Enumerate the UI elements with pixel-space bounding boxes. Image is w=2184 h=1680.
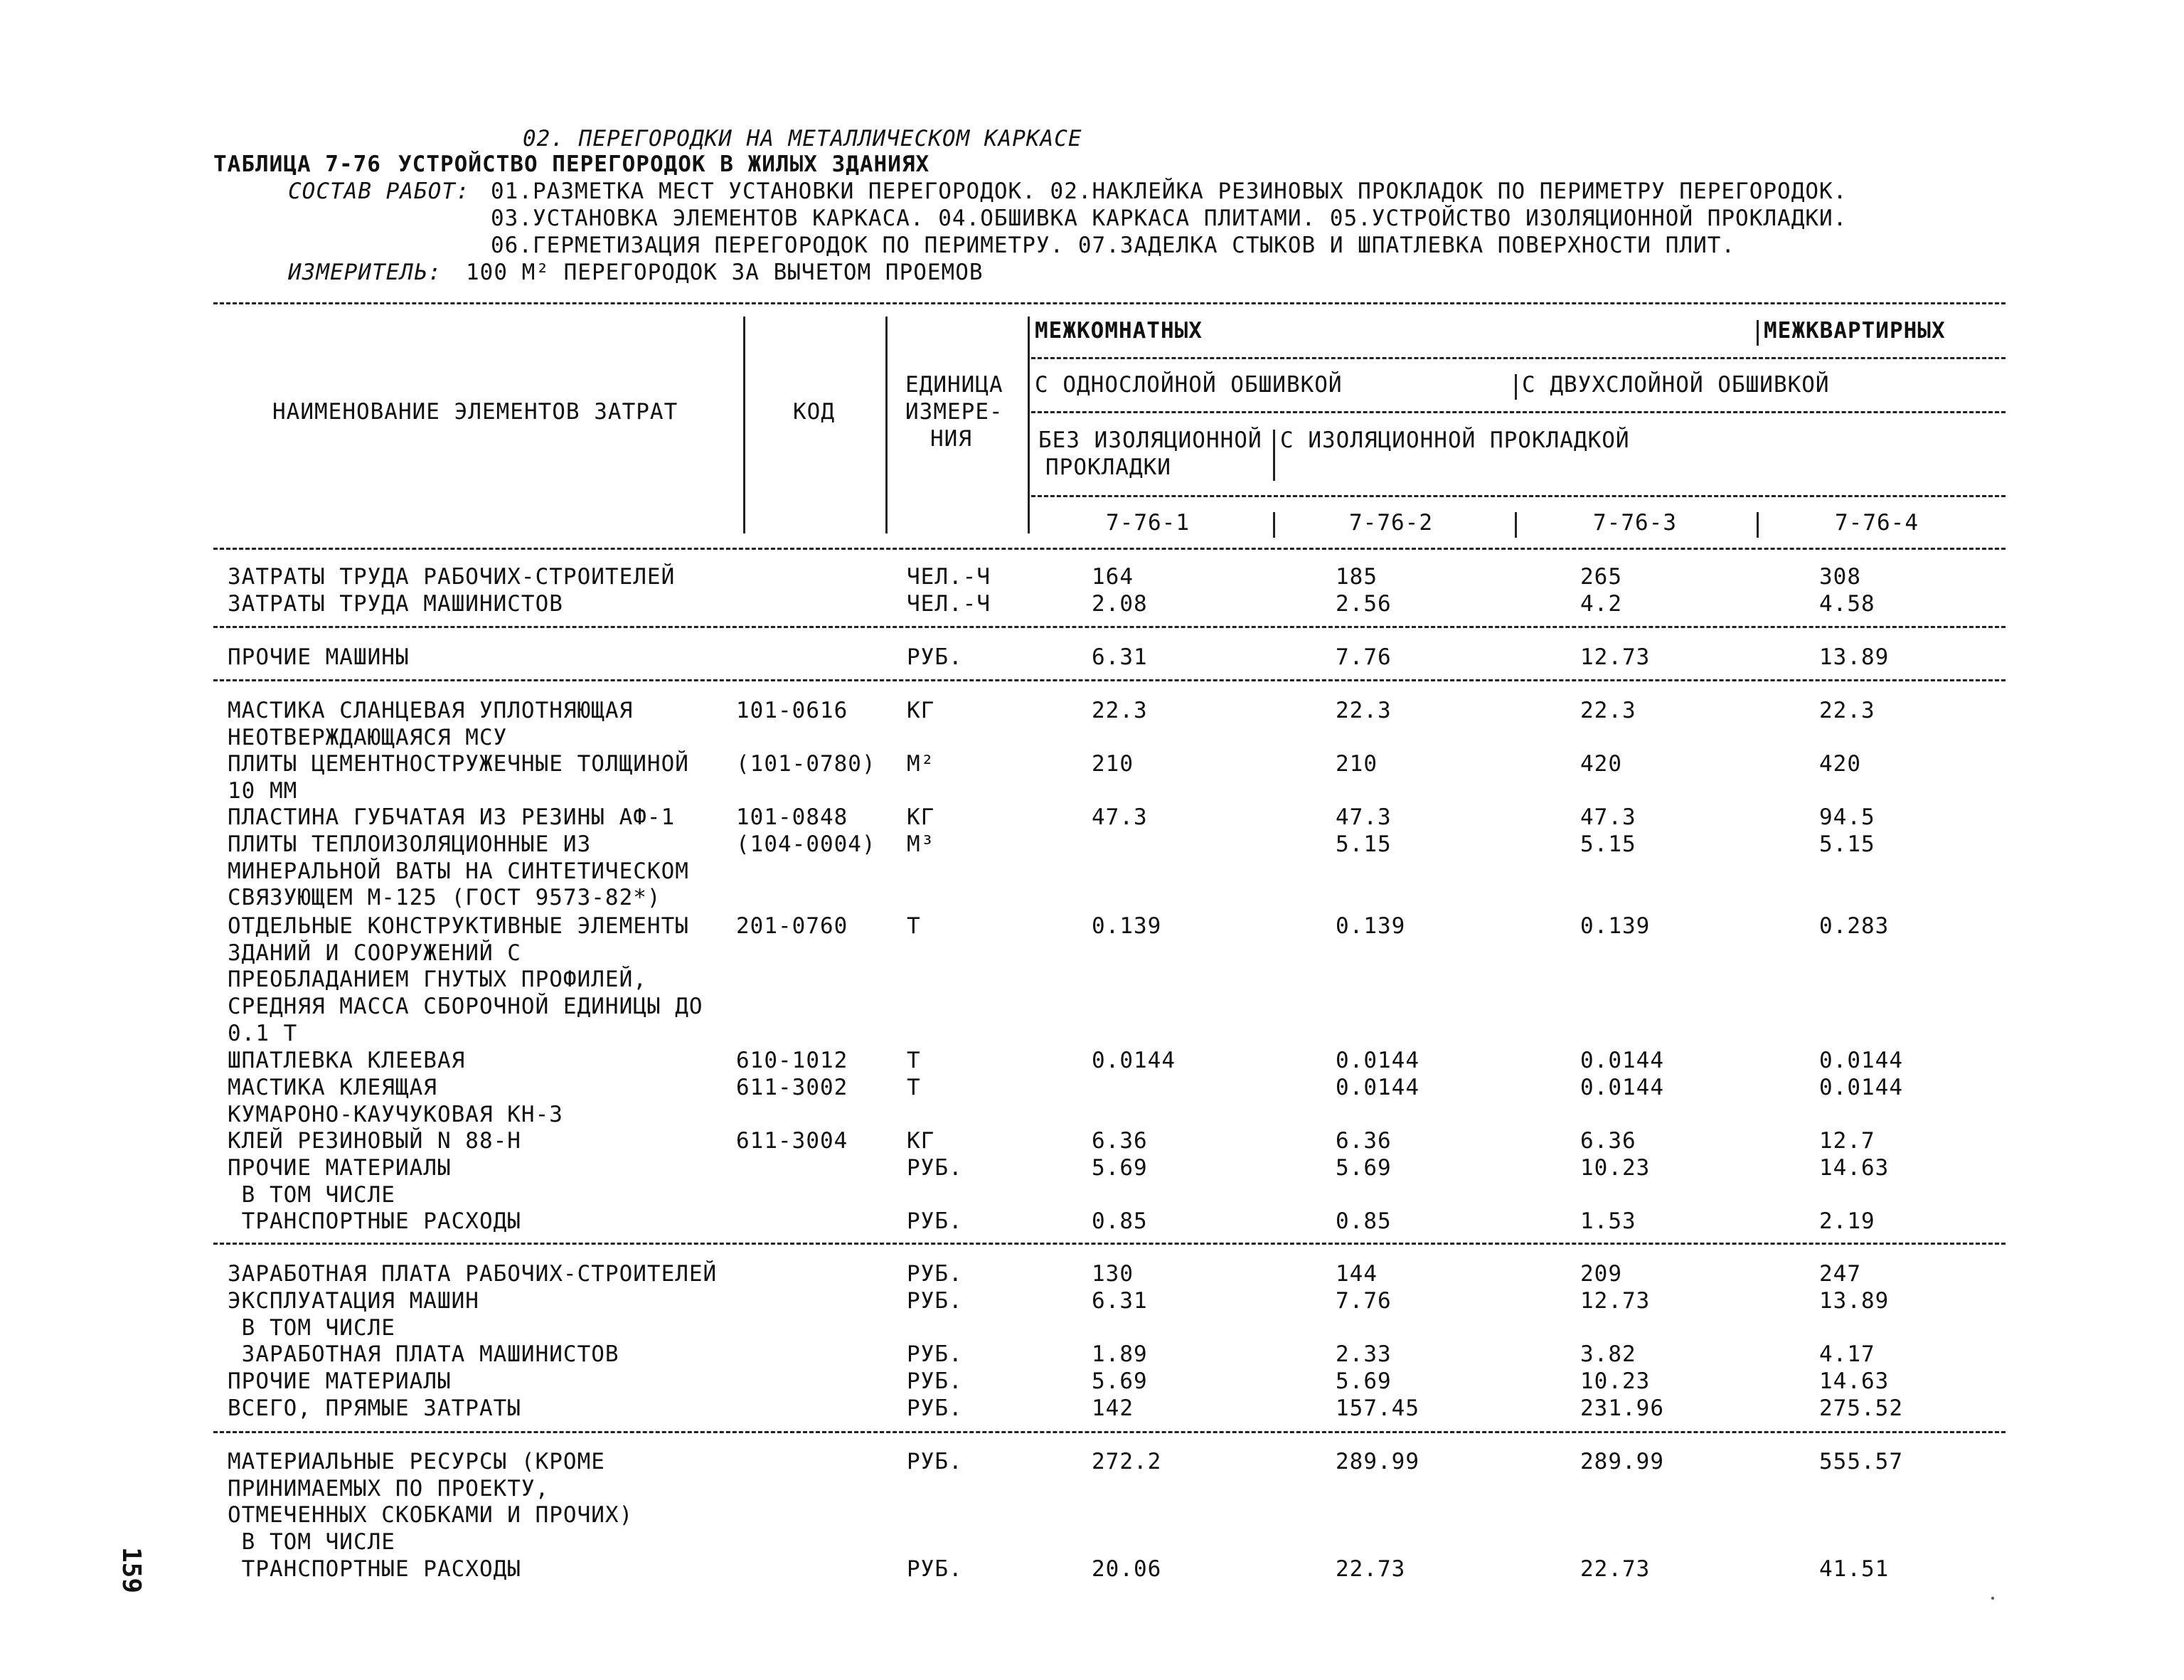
row-value-3: 420: [1580, 751, 1622, 777]
row-value-3: 12.73: [1580, 644, 1651, 670]
row-name: ПРЕОБЛАДАНИЕМ ГНУТЫХ ПРОФИЛЕЙ,: [228, 967, 647, 993]
row-value-1: 0.139: [1092, 913, 1162, 939]
row-unit: Т: [907, 913, 921, 939]
row-value-1: 210: [1092, 751, 1134, 777]
row-name: ШПАТЛЕВКА КЛЕЕВАЯ: [228, 1048, 466, 1073]
row-value-3: 0.0144: [1580, 1075, 1664, 1100]
row-value-2: 185: [1336, 564, 1378, 590]
row-value-4: 275.52: [1819, 1395, 1903, 1421]
header-rule-2: [1031, 411, 2005, 413]
section-divider: [213, 1243, 2005, 1245]
row-name: ЗАРАБОТНАЯ ПЛАТА РАБОЧИХ-СТРОИТЕЛЕЙ: [228, 1261, 718, 1287]
header-sub-1a-line-1: БЕЗ ИЗОЛЯЦИОННОЙ: [1038, 427, 1262, 453]
row-unit: РУБ.: [907, 1556, 963, 1582]
row-name: ПРОЧИЕ МАТЕРИАЛЫ: [228, 1368, 452, 1394]
row-code: 201-0760: [736, 913, 848, 939]
row-value-2: 22.3: [1336, 698, 1392, 723]
header-group-2: МЕЖКВАРТИРНЫХ: [1764, 318, 1946, 344]
row-unit: РУБ.: [907, 1341, 963, 1367]
header-code-1: 7-76-1: [1106, 510, 1190, 536]
row-unit: РУБ.: [907, 1449, 963, 1474]
row-name: МАТЕРИАЛЬНЫЕ РЕСУРСЫ (КРОМЕ: [228, 1449, 605, 1474]
row-value-1: 6.31: [1092, 644, 1148, 670]
row-name: В ТОМ ЧИСЛЕ: [228, 1314, 395, 1341]
row-value-2: 7.76: [1336, 1288, 1392, 1314]
row-value-2: 289.99: [1336, 1449, 1419, 1474]
row-value-1: 5.69: [1092, 1368, 1148, 1394]
row-value-4: 420: [1819, 751, 1861, 777]
header-unit-line-1: ЕДИНИЦА: [905, 372, 1003, 398]
row-value-1: 164: [1092, 564, 1134, 590]
header-vline-8: [1515, 512, 1517, 538]
row-name: В ТОМ ЧИСЛЕ: [228, 1529, 395, 1556]
row-name: МАСТИКА КЛЕЯЩАЯ: [228, 1075, 437, 1100]
row-value-3: 289.99: [1580, 1449, 1664, 1474]
row-value-4: 0.0144: [1819, 1048, 1903, 1073]
row-name: НЕОТВЕРЖДАЮЩАЯСЯ МСУ: [228, 724, 508, 750]
row-unit: РУБ.: [907, 1208, 963, 1234]
row-value-3: 10.23: [1580, 1155, 1651, 1181]
row-value-2: 0.0144: [1336, 1075, 1419, 1100]
header-vline-3: [1028, 317, 1030, 533]
page-number: 159: [117, 1547, 146, 1594]
row-value-4: 22.3: [1819, 698, 1875, 723]
row-unit: КГ: [907, 1128, 935, 1154]
row-value-1: 20.06: [1092, 1556, 1162, 1582]
row-name: В ТОМ ЧИСЛЕ: [228, 1181, 395, 1208]
row-value-2: 5.69: [1336, 1368, 1392, 1394]
row-value-3: 47.3: [1580, 804, 1636, 830]
row-name: 0.1 Т: [228, 1020, 298, 1046]
row-value-4: 247: [1819, 1261, 1861, 1287]
row-value-4: 12.7: [1819, 1128, 1875, 1154]
row-value-4: 2.19: [1819, 1208, 1875, 1234]
row-value-1: 6.36: [1092, 1128, 1148, 1154]
row-name: ОТДЕЛЬНЫЕ КОНСТРУКТИВНЫЕ ЭЛЕМЕНТЫ: [228, 913, 689, 939]
row-code: 610-1012: [736, 1048, 848, 1073]
row-value-1: 142: [1092, 1395, 1134, 1421]
row-value-1: 272.2: [1092, 1449, 1162, 1474]
row-name: ПРОЧИЕ МАШИНЫ: [228, 644, 410, 670]
header-vline-9: [1757, 512, 1759, 538]
header-sub-1a-line-2: ПРОКЛАДКИ: [1045, 454, 1171, 480]
row-value-1: 47.3: [1092, 804, 1148, 830]
row-value-2: 22.73: [1336, 1556, 1406, 1582]
header-sub-1b: С ИЗОЛЯЦИОННОЙ ПРОКЛАДКОЙ: [1280, 427, 1630, 453]
row-unit: Т: [907, 1048, 921, 1073]
row-value-3: 3.82: [1580, 1341, 1636, 1367]
row-unit: Т: [907, 1075, 921, 1100]
work-line-3: 06.ГЕРМЕТИЗАЦИЯ ПЕРЕГОРОДОК ПО ПЕРИМЕТРУ. 07.ЗАДЕЛКА СТЫКОВ И ШПАТЛЕВКА ПОВЕРХНОСТИ ПЛИТ.: [491, 233, 1736, 258]
row-unit: РУБ.: [907, 1368, 963, 1394]
row-value-2: 0.0144: [1336, 1048, 1419, 1073]
row-name: ЗДАНИЙ И СООРУЖЕНИЙ С: [228, 940, 521, 966]
header-vline-5: [1515, 374, 1517, 400]
row-value-3: 265: [1580, 564, 1622, 590]
row-name: СРЕДНЯЯ МАССА СБОРОЧНОЙ ЕДИНИЦЫ ДО: [228, 994, 703, 1020]
header-rule-1: [1031, 357, 2005, 359]
row-value-3: 10.23: [1580, 1368, 1651, 1394]
section-divider: [213, 679, 2005, 681]
section-divider: [213, 1431, 2005, 1433]
header-vline-6: [1273, 430, 1275, 481]
row-value-4: 94.5: [1819, 804, 1875, 830]
section-divider: [213, 626, 2005, 628]
measure-value: 100 М² ПЕРЕГОРОДОК ЗА ВЫЧЕТОМ ПРОЕМОВ: [466, 260, 984, 285]
row-name: ОТМЕЧЕННЫХ СКОБКАМИ И ПРОЧИХ): [228, 1502, 634, 1529]
row-value-2: 0.85: [1336, 1208, 1392, 1234]
work-line-2: 03.УСТАНОВКА ЭЛЕМЕНТОВ КАРКАСА. 04.ОБШИВКА КАРКАСА ПЛИТАМИ. 05.УСТРОЙСТВО ИЗОЛЯЦИОННОЙ ПРОКЛАДКИ.: [491, 206, 1848, 231]
row-name: ПРОЧИЕ МАТЕРИАЛЫ: [228, 1155, 452, 1181]
row-value-1: 0.85: [1092, 1208, 1148, 1234]
header-code-3: 7-76-3: [1593, 510, 1677, 536]
row-value-1: 1.89: [1092, 1341, 1148, 1367]
row-value-4: 555.57: [1819, 1449, 1903, 1474]
row-code: 611-3002: [736, 1075, 848, 1100]
row-value-2: 210: [1336, 751, 1378, 777]
row-value-2: 5.15: [1336, 831, 1392, 857]
row-value-3: 6.36: [1580, 1128, 1636, 1154]
header-sub-2: С ДВУХСЛОЙНОЙ ОБШИВКОЙ: [1522, 372, 1830, 398]
row-unit: ЧЕЛ.-Ч: [907, 564, 991, 590]
row-value-2: 2.56: [1336, 591, 1392, 617]
row-unit: КГ: [907, 804, 935, 830]
row-value-2: 7.76: [1336, 644, 1392, 670]
row-value-1: 6.31: [1092, 1288, 1148, 1314]
row-value-1: 0.0144: [1092, 1048, 1176, 1073]
row-value-4: 5.15: [1819, 831, 1875, 857]
row-value-3: 12.73: [1580, 1288, 1651, 1314]
row-value-2: 144: [1336, 1261, 1378, 1287]
row-unit: М²: [907, 751, 935, 777]
row-unit: РУБ.: [907, 1155, 963, 1181]
header-vline-2: [885, 317, 888, 533]
row-name: МАСТИКА СЛАНЦЕВАЯ УПЛОТНЯЮЩАЯ: [228, 698, 634, 723]
row-value-3: 22.3: [1580, 698, 1636, 723]
row-name: ЗАРАБОТНАЯ ПЛАТА МАШИНИСТОВ: [228, 1341, 619, 1367]
row-value-3: 0.0144: [1580, 1048, 1664, 1073]
row-value-1: 5.69: [1092, 1155, 1148, 1181]
work-label: СОСТАВ РАБОТ:: [288, 179, 470, 204]
row-code: 611-3004: [736, 1128, 848, 1154]
row-unit: КГ: [907, 698, 935, 723]
scan-speck: [1991, 1597, 1994, 1600]
header-sub-1: С ОДНОСЛОЙНОЙ ОБШИВКОЙ: [1035, 372, 1343, 398]
row-unit: М³: [907, 831, 935, 857]
row-name: ВСЕГО, ПРЯМЫЕ ЗАТРАТЫ: [228, 1395, 521, 1421]
row-name: ПЛИТЫ ЦЕМЕНТНОСТРУЖЕЧНЫЕ ТОЛЩИНОЙ: [228, 751, 689, 777]
work-line-1: 01.РАЗМЕТКА МЕСТ УСТАНОВКИ ПЕРЕГОРОДОК. 02.НАКЛЕЙКА РЕЗИНОВЫХ ПРОКЛАДОК ПО ПЕРИМЕТРУ ПЕРЕГОРОДОК.: [491, 179, 1848, 204]
row-code: (101-0780): [736, 751, 876, 777]
row-name: ПЛАСТИНА ГУБЧАТАЯ ИЗ РЕЗИНЫ АФ-1: [228, 804, 676, 830]
row-value-2: 2.33: [1336, 1341, 1392, 1367]
row-name: МИНЕРАЛЬНОЙ ВАТЫ НА СИНТЕТИЧЕСКОМ: [228, 858, 689, 884]
row-unit: РУБ.: [907, 1288, 963, 1314]
row-name: КЛЕЙ РЕЗИНОВЫЙ N 88-Н: [228, 1128, 521, 1154]
header-unit-line-3: НИЯ: [930, 426, 972, 452]
table-title: УСТРОЙСТВО ПЕРЕГОРОДОК В ЖИЛЫХ ЗДАНИЯХ: [398, 151, 930, 177]
row-name: ЭКСПЛУАТАЦИЯ МАШИН: [228, 1288, 479, 1314]
row-code: 101-0616: [736, 698, 848, 723]
row-value-2: 6.36: [1336, 1128, 1392, 1154]
row-name: ТРАНСПОРТНЫЕ РАСХОДЫ: [228, 1208, 521, 1234]
table-label: ТАБЛИЦА 7-76: [213, 151, 381, 177]
row-value-3: 22.73: [1580, 1556, 1651, 1582]
row-value-4: 13.89: [1819, 644, 1890, 670]
measure-label: ИЗМЕРИТЕЛЬ:: [288, 260, 442, 285]
row-name: КУМАРОНО-КАУЧУКОВАЯ КН-3: [228, 1101, 563, 1127]
row-code: (104-0004): [736, 831, 876, 857]
header-top-rule: [213, 302, 2005, 304]
row-unit: РУБ.: [907, 1261, 963, 1287]
row-value-4: 41.51: [1819, 1556, 1890, 1582]
section-title: 02. ПЕРЕГОРОДКИ НА МЕТАЛЛИЧЕСКОМ КАРКАСЕ: [523, 126, 1082, 151]
row-name: ЗАТРАТЫ ТРУДА МАШИНИСТОВ: [228, 591, 563, 617]
row-value-3: 231.96: [1580, 1395, 1664, 1421]
row-value-1: 2.08: [1092, 591, 1148, 617]
row-value-4: 4.58: [1819, 591, 1875, 617]
row-value-3: 1.53: [1580, 1208, 1636, 1234]
row-value-2: 47.3: [1336, 804, 1392, 830]
row-value-2: 157.45: [1336, 1395, 1419, 1421]
row-value-1: 130: [1092, 1261, 1134, 1287]
row-name: ЗАТРАТЫ ТРУДА РАБОЧИХ-СТРОИТЕЛЕЙ: [228, 564, 676, 590]
row-value-3: 209: [1580, 1261, 1622, 1287]
header-vline-1: [743, 317, 745, 533]
row-value-4: 14.63: [1819, 1368, 1890, 1394]
row-value-1: 22.3: [1092, 698, 1148, 723]
row-name: ПРИНИМАЕМЫХ ПО ПРОЕКТУ,: [228, 1475, 550, 1501]
header-code-col: КОД: [793, 399, 835, 425]
row-code: 101-0848: [736, 804, 848, 830]
row-name: 10 ММ: [228, 777, 298, 804]
row-value-4: 0.0144: [1819, 1075, 1903, 1100]
row-value-4: 4.17: [1819, 1341, 1875, 1367]
row-value-2: 5.69: [1336, 1155, 1392, 1181]
header-bottom-rule: [213, 548, 2005, 550]
header-name-col: НАИМЕНОВАНИЕ ЭЛЕМЕНТОВ ЗАТРАТ: [272, 399, 678, 425]
row-value-2: 0.139: [1336, 913, 1406, 939]
header-code-4: 7-76-4: [1835, 510, 1919, 536]
header-group-1: МЕЖКОМНАТНЫХ: [1035, 318, 1203, 344]
row-value-3: 4.2: [1580, 591, 1622, 617]
row-value-3: 5.15: [1580, 831, 1636, 857]
header-rule-3: [1031, 495, 2005, 497]
row-unit: РУБ.: [907, 644, 963, 670]
header-vline-4: [1757, 320, 1759, 346]
header-unit-line-2: ИЗМЕРЕ-: [905, 399, 1003, 425]
row-value-3: 0.139: [1580, 913, 1651, 939]
row-unit: РУБ.: [907, 1395, 963, 1421]
row-value-4: 13.89: [1819, 1288, 1890, 1314]
header-vline-7: [1273, 512, 1275, 538]
row-value-4: 308: [1819, 564, 1861, 590]
row-name: СВЯЗУЮЩЕМ М-125 (ГОСТ 9573-82*): [228, 885, 661, 911]
row-value-4: 0.283: [1819, 913, 1890, 939]
row-value-4: 14.63: [1819, 1155, 1890, 1181]
row-name: ТРАНСПОРТНЫЕ РАСХОДЫ: [228, 1556, 521, 1582]
row-unit: ЧЕЛ.-Ч: [907, 591, 991, 617]
header-code-2: 7-76-2: [1349, 510, 1433, 536]
row-name: ПЛИТЫ ТЕПЛОИЗОЛЯЦИОННЫЕ ИЗ: [228, 831, 592, 857]
